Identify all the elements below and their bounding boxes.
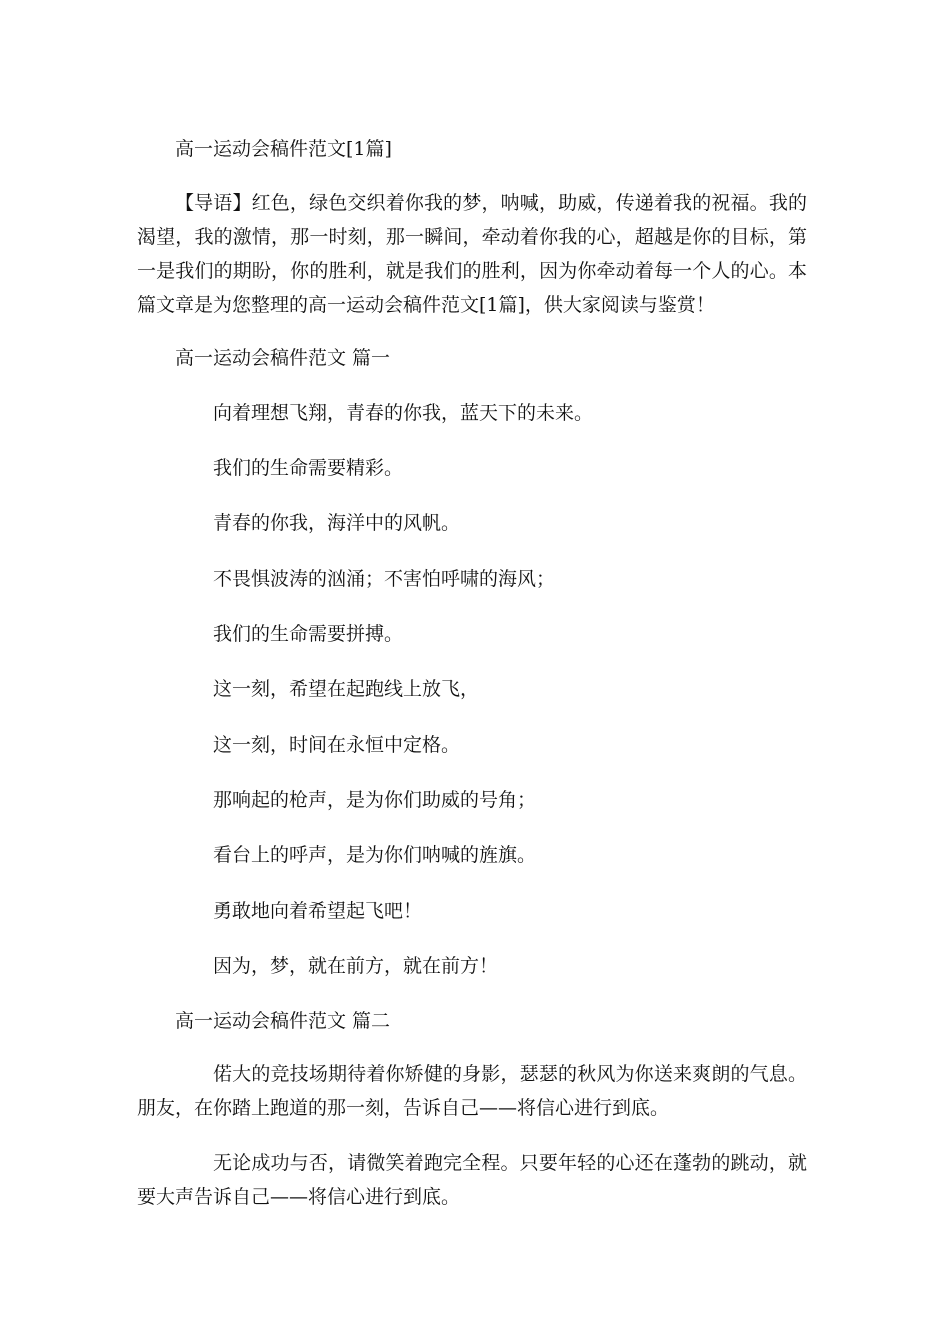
intro-paragraph: [137, 186, 807, 322]
body-paragraph: 偌大的竞技场期待着你矫健的身影，瑟瑟的秋风为你送来爽朗的气息。朋友，在你踏上跑道的那一刻，告诉自己——将信心进行到底。: [137, 1063, 807, 1119]
document-title: 高一运动会稿件范文[1篇]: [175, 138, 392, 160]
poem-line: 不畏惧波涛的汹涌；不害怕呼啸的海风；: [213, 568, 556, 590]
poem-line: 那响起的枪声，是为你们助威的号角；: [213, 789, 537, 811]
poem-line: 这一刻，时间在永恒中定格。: [213, 734, 461, 756]
section-heading-2: 高一运动会稿件范文 篇二: [175, 1010, 391, 1032]
body-paragraph: 无论成功与否，请微笑着跑完全程。只要年轻的心还在蓬勃的跳动，就要大声告诉自己——将信心进行到底。: [137, 1152, 807, 1208]
poem-line: 这一刻，希望在起跑线上放飞，: [213, 678, 480, 700]
poem-line: 看台上的呼声，是为你们呐喊的旌旗。: [213, 844, 537, 866]
poem-line: 我们的生命需要精彩。: [213, 457, 404, 479]
intro-text: 红色，绿色交织着你我的梦，呐喊，助威，传递着我的祝福。我的渴望，我的激情，那一时刻，那一瞬间，牵动着你我的心，超越是你的目标，第一是我们的期盼，你的胜利，就是我们的胜利，因为你牵动着每一个人的心。本篇文章是为您整理的高一运动会稿件范文[1篇]，供大家阅读与鉴赏！: [137, 192, 807, 316]
poem-line: 勇敢地向着希望起飞吧！: [213, 900, 423, 922]
poem-line: 我们的生命需要拼搏。: [213, 623, 404, 645]
poem-line: 青春的你我，海洋中的风帆。: [213, 512, 461, 534]
poem-line: 因为，梦，就在前方，就在前方！: [213, 955, 499, 977]
poem-line: 向着理想飞翔，青春的你我，蓝天下的未来。: [213, 402, 594, 424]
section-heading-1: 高一运动会稿件范文 篇一: [175, 347, 391, 369]
intro-label: 【导语】: [175, 192, 252, 214]
